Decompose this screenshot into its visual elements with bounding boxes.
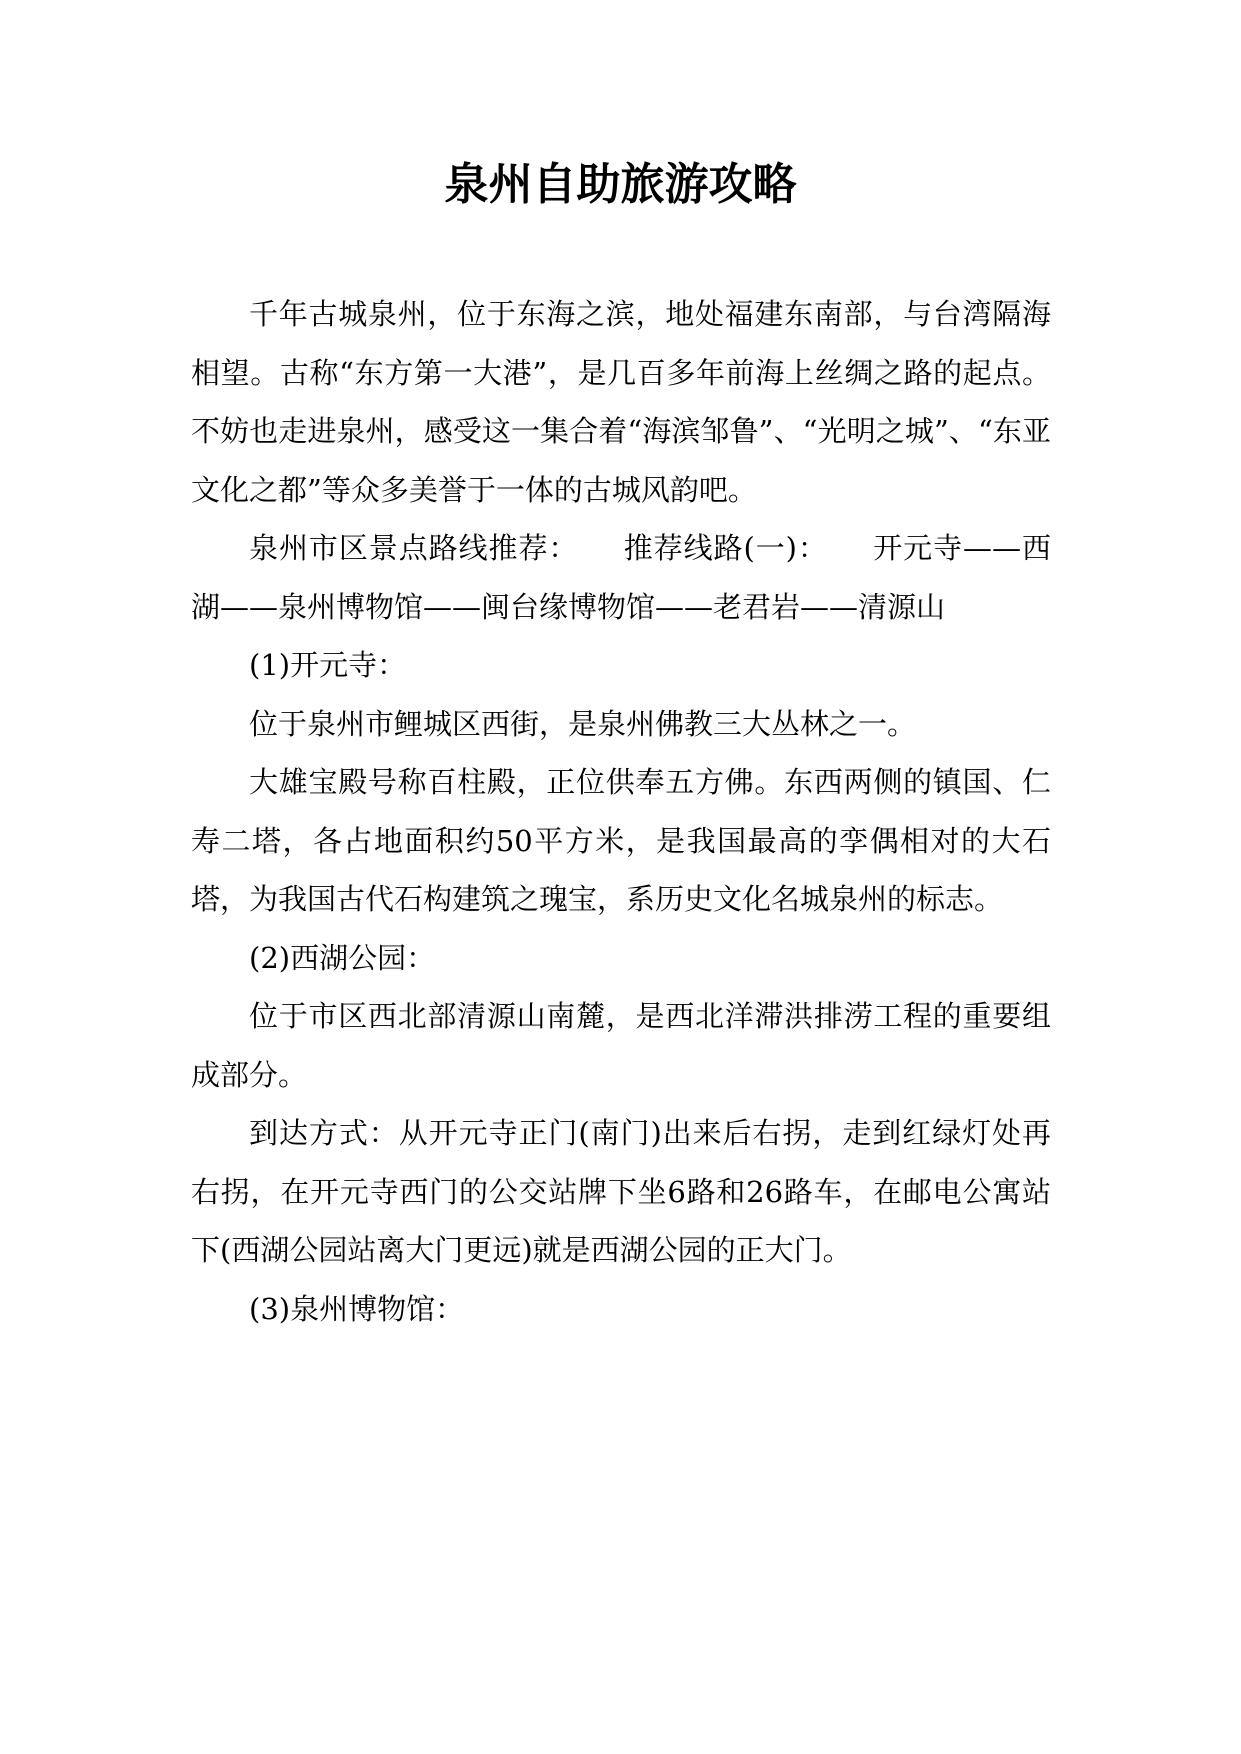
heading-quanzhou-museum: (3)泉州博物馆： <box>249 1291 465 1326</box>
heading-west-lake-park: (2)西湖公园： <box>249 940 436 975</box>
paragraph-route-recommendation: 泉州市区景点路线推荐： 推荐线路(一)： 开元寺——西湖——泉州博物馆——闽台缘博物馆——老君岩——清源山 <box>191 531 1051 624</box>
paragraph-kaiyuan-description: 大雄宝殿号称百柱殿，正位供奉五方佛。东西两侧的镇国、仁寿二塔，各占地面积约50平方米，是我国最高的孪偶相对的大石塔，为我国古代石构建筑之瑰宝，系历史文化名城泉州的标志。 <box>191 765 1051 916</box>
document-body <box>191 285 1051 1338</box>
paragraph-west-lake-directions: 到达方式：从开元寺正门(南门)出来后右拐，走到红绿灯处再右拐，在开元寺西门的公交站牌下坐6路和26路车，在邮电公寓站下(西湖公园站离大门更远)就是西湖公园的正大门。 <box>191 1116 1051 1267</box>
heading-kaiyuan-temple: (1)开元寺： <box>249 648 407 682</box>
document-title: 泉州自助旅游攻略 <box>444 159 797 210</box>
paragraph-intro: 千年古城泉州，位于东海之滨，地处福建东南部，与台湾隔海相望。古称“东方第一大港”，是几百多年前海上丝绸之路的起点。不妨也走进泉州，感受这一集合着“海滨邹鲁”、“光明之城”、“东亚文化之都”等众多美誉于一体的古城风韵吧。 <box>191 297 1051 507</box>
paragraph-kaiyuan-location: 位于泉州市鲤城区西街，是泉州佛教三大丛林之一。 <box>249 706 917 741</box>
paragraph-west-lake-location: 位于市区西北部清源山南麓，是西北洋滞洪排涝工程的重要组成部分。 <box>191 999 1051 1092</box>
